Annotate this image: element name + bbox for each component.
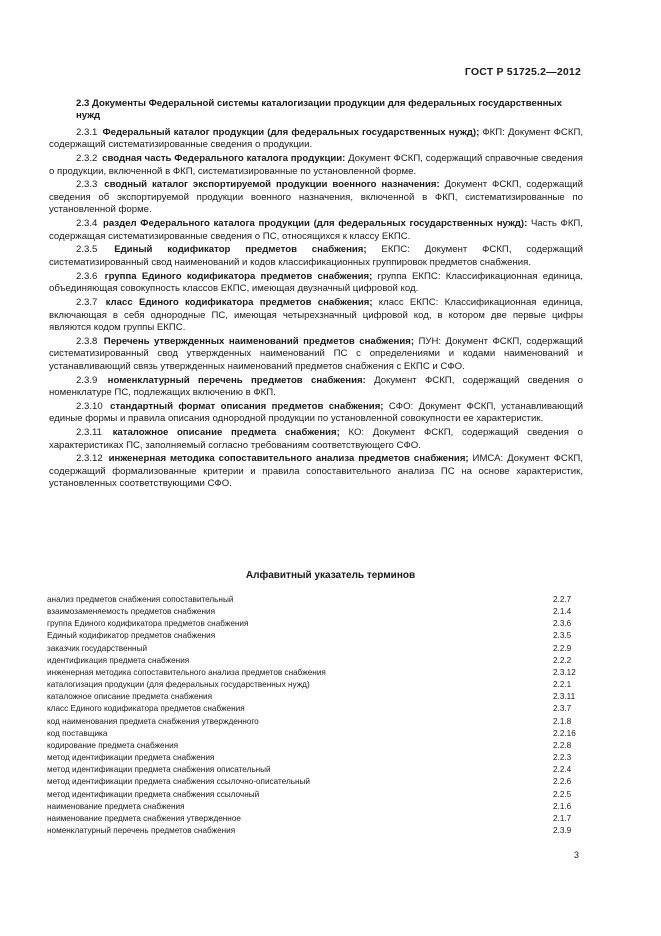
index-reference: 2.3.11 <box>553 692 576 702</box>
index-entry <box>47 703 583 715</box>
index-term: метод идентификации предмета снабжения ссылочно-описательный <box>47 777 310 787</box>
definition-paragraph <box>49 427 583 452</box>
index-reference: 2.2.5 <box>553 789 572 799</box>
index-reference: 2.3.6 <box>553 619 572 629</box>
definition-text: Документ ФСКП, содержащий сведения об экспортируемой продукции военного назначения, включенной в ФКП, систематизированные по установленной форме. <box>49 179 583 216</box>
index-reference: 2.1.4 <box>553 607 572 617</box>
index-entry <box>47 643 583 655</box>
index-entry <box>47 594 583 606</box>
index-reference: 2.3.12 <box>553 667 576 677</box>
index-entry <box>47 764 583 776</box>
index-reference: 2.1.8 <box>553 716 572 726</box>
index-reference: 2.2.6 <box>553 777 572 787</box>
defined-term: Перечень утвержденных наименований предметов снабжения; <box>103 335 415 347</box>
clause-number: 2.3.4 <box>76 218 98 230</box>
definition-paragraph <box>49 153 583 178</box>
definition-paragraph <box>49 453 583 490</box>
clause-number: 2.3.8 <box>76 335 98 347</box>
index-reference: 2.1.6 <box>553 801 572 811</box>
definition-text: ФКП: Документ ФСКП, содержащий систематизированные сведения о продукции. <box>49 126 583 151</box>
index-title: Алфавитный указатель терминов <box>245 570 416 581</box>
index-term: каталожное описание предмета снабжения <box>47 692 213 702</box>
index-term: наименование предмета снабжения утвержденное <box>47 813 241 823</box>
definition-paragraph <box>49 218 583 243</box>
index-reference: 2.2.9 <box>553 643 572 653</box>
defined-term: стандартный формат описания предметов снабжения; <box>110 400 384 412</box>
definition-paragraph <box>49 179 583 216</box>
index-term: код поставщика <box>47 728 108 738</box>
definition-paragraph <box>49 297 583 334</box>
defined-term: сводный каталог экспортируемой продукции военного назначения: <box>104 179 440 191</box>
index-entry <box>47 728 583 740</box>
definition-text: ПУН: Документ ФСКП, содержащий систематизированный свод утвержденных наименований ПС с определениями и кодами наименований и устанавливающий связь утвержденных наименований предметов снабжения с ЕКПС и СФО. <box>49 335 583 372</box>
index-term: инженерная методика сопоставительного анализа предметов снабжения <box>47 667 326 677</box>
definition-text: ЕКПС: Документ ФСКП, содержащий систематизированный свод наименований и кодов классификационных группировок предметов снабжения. <box>49 244 583 268</box>
section-2-3 <box>49 98 583 492</box>
index-entry <box>47 752 583 764</box>
definition-text: Документ ФСКП, содержащий сведения о номенклатуре ПС, подлежащих включению в ФКП. <box>49 374 584 398</box>
index-term: идентификация предмета снабжения <box>47 655 190 665</box>
index-entry <box>47 740 583 752</box>
defined-term: сводная часть Федерального каталога продукции: <box>102 153 346 165</box>
page-number: 3 <box>573 850 579 860</box>
index-entry <box>47 679 583 691</box>
index-reference: 2.3.7 <box>553 704 572 714</box>
clause-number: 2.3.7 <box>76 297 98 309</box>
index-reference: 2.3.9 <box>553 825 572 835</box>
clause-number: 2.3.6 <box>76 270 98 282</box>
definition-text: Часть ФКП, содержащая систематизированные сведения о ПС, относящихся к классу ЕКПС. <box>49 218 583 242</box>
definition-text: Документ ФСКП, содержащий справочные сведения о продукции, включенной в ФКП, систематизированные по установленной форме. <box>49 153 583 177</box>
index-term: метод идентификации предмета снабжения ссылочный <box>47 789 260 799</box>
defined-term: номенклатурный перечень предметов снабжения: <box>107 374 366 386</box>
index-term: метод идентификации предмета снабжения описательный <box>47 765 271 775</box>
index-term: код наименования предмета снабжения утвержденного <box>47 716 259 726</box>
defined-term: инженерная методика сопоставительного анализа предметов снабжения; <box>108 453 469 465</box>
index-term: каталогизация продукции (для федеральных государственных нужд) <box>47 680 310 690</box>
index-term: кодирование предмета снабжения <box>47 740 179 750</box>
definition-text: класс ЕКПС: Классификационная единица, включающая в себя однородные ПС, имеющая четырехзначный цифровой код, в котором две первые цифры являются кодом группы ЕКПС. <box>49 297 583 333</box>
paragraph-list <box>49 127 583 491</box>
defined-term: группа Единого кодификатора предметов снабжения; <box>104 270 373 282</box>
clause-number: 2.3.9 <box>76 374 98 386</box>
index-entry <box>47 825 583 837</box>
index-reference: 2.2.4 <box>553 765 572 775</box>
clause-number: 2.3.2 <box>76 153 98 165</box>
document-code: ГОСТ Р 51725.2—2012 <box>464 66 581 78</box>
clause-number: 2.3.5 <box>76 244 98 256</box>
index-term: класс Единого кодификатора предметов снабжения <box>47 704 245 714</box>
definition-paragraph <box>49 244 583 269</box>
defined-term: Федеральный каталог продукции (для федеральных государственных нужд); <box>102 126 480 138</box>
defined-term: каталожное описание предмета снабжения; <box>112 427 340 439</box>
index-reference: 2.2.7 <box>553 595 572 604</box>
definition-paragraph <box>49 401 583 426</box>
index-reference: 2.2.1 <box>553 680 572 690</box>
clause-number: 2.3.10 <box>76 400 103 412</box>
index-reference: 2.2.8 <box>553 740 572 750</box>
definition-paragraph <box>49 271 583 296</box>
clause-number: 2.3.12 <box>76 453 103 465</box>
index-reference: 2.1.7 <box>553 813 572 823</box>
index-entry <box>47 630 583 642</box>
definition-text: ИМСА: Документ ФСКП, содержащий формализованные критерии и правила сопоставительного анализа ПС на основе характеристик, установленных соответствующими СФО. <box>49 453 583 490</box>
index-entry <box>47 813 583 825</box>
index-entry <box>47 606 583 618</box>
index-term: заказчик государственный <box>47 643 148 653</box>
index-entry <box>47 618 583 630</box>
definition-text: группа ЕКПС: Классификационная единица, объединяющая совокупность классов ЕКПС, имеющая двузначный цифровой код. <box>49 270 583 295</box>
index-term: наименование предмета снабжения <box>47 801 185 811</box>
defined-term: раздел Федерального каталога продукции (для федеральных государственных нужд): <box>103 218 528 230</box>
definition-paragraph <box>49 375 583 400</box>
index-entry <box>47 655 583 667</box>
index-entry <box>47 716 583 728</box>
index-term: взаимозаменяемость предметов снабжения <box>47 607 216 617</box>
index-term: метод идентификации предмета снабжения <box>47 753 215 763</box>
defined-term: Единый кодификатор предметов снабжения; <box>114 244 367 256</box>
index-term: Единый кодификатор предметов снабжения <box>47 631 216 641</box>
index-reference: 2.2.3 <box>553 753 572 763</box>
clause-number: 2.3.3 <box>76 179 98 191</box>
definition-paragraph <box>49 127 583 152</box>
index-list <box>47 594 583 837</box>
index-term: анализ предметов снабжения сопоставительный <box>47 595 234 604</box>
section-title: 2.3 Документы Федеральной системы каталогизации продукции для федеральных государственных нужд <box>76 98 562 122</box>
index-reference: 2.2.16 <box>553 728 576 738</box>
clause-number: 2.3.1 <box>76 126 98 138</box>
index-term: группа Единого кодификатора предметов снабжения <box>47 619 249 629</box>
index-entry <box>47 789 583 801</box>
index-reference: 2.3.5 <box>553 631 572 641</box>
index-entry <box>47 667 583 679</box>
index-entry <box>47 801 583 813</box>
index-term: номенклатурный перечень предметов снабжения <box>47 825 236 835</box>
defined-term: класс Единого кодификатора предметов снабжения; <box>105 297 373 309</box>
clause-number: 2.3.11 <box>76 427 102 439</box>
definition-text: СФО: Документ ФСКП, устанавливающий единые формы и правила описания однородной продукции по установленной совокупности ее характеристик. <box>49 400 583 425</box>
definition-text: КО: Документ ФСКП, содержащий сведения о характеристиках ПС, заполняемый согласно требованиям соответствующего СФО. <box>49 427 583 451</box>
definition-paragraph <box>49 336 583 373</box>
index-reference: 2.2.2 <box>553 655 572 665</box>
index-entry <box>47 691 583 703</box>
index-entry <box>47 776 583 788</box>
